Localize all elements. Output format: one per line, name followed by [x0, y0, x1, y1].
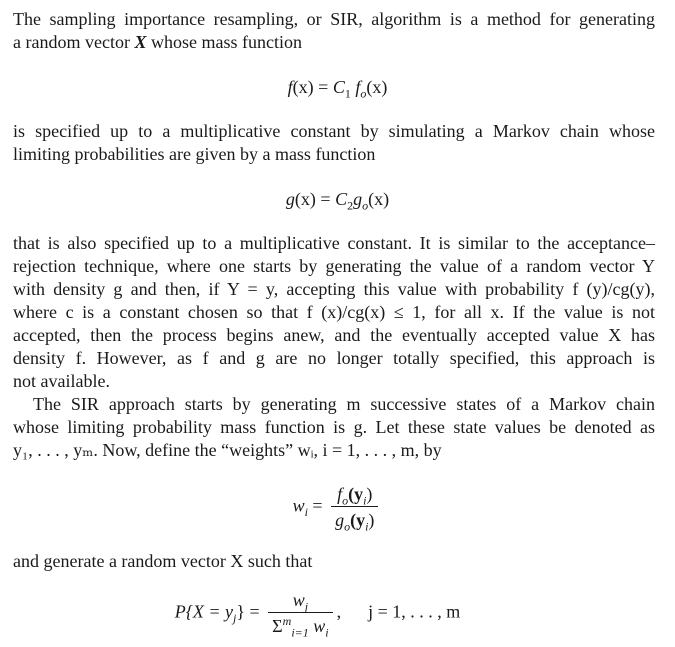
- paragraph-3-line-6: [13, 347, 655, 369]
- eq-sub: i: [325, 625, 329, 640]
- text: The SIR approach starts by generating m successive states of a Markov chain: [33, 394, 655, 414]
- text: is specified up to a multiplicative constant by simulating a Markov chain whose: [13, 121, 655, 141]
- eq-go: g: [335, 510, 345, 530]
- eq-numerator: $f_o(y_i)$: [331, 482, 378, 507]
- eq-sub: 2: [347, 198, 354, 213]
- eq-fo: f: [350, 77, 361, 97]
- eq-fraction: [331, 482, 378, 533]
- eq-equals: =: [313, 77, 333, 97]
- eq-sub: o: [362, 198, 369, 213]
- eq-sub: o: [344, 519, 351, 534]
- eq-denominator: [268, 613, 332, 639]
- eq-arg: (y: [348, 484, 364, 504]
- text: rejection technique, where one starts by generating the value of a random vector Y: [13, 256, 655, 276]
- eq-sub: i: [365, 519, 369, 534]
- eq-go: g: [353, 189, 363, 209]
- text: where c is a constant chosen so that f (x)/cg(x) ≤ 1, for all x. If the value is not: [13, 302, 655, 322]
- paragraph-3-line-3: [13, 278, 655, 300]
- eq-fraction: [268, 588, 332, 639]
- equation-4: [0, 588, 655, 639]
- eq-equals: =: [245, 601, 265, 622]
- eq-f: f: [287, 77, 293, 97]
- eq-c: C: [335, 189, 348, 209]
- paragraph-2-line-1: [13, 120, 655, 142]
- eq-arg: (x): [292, 77, 314, 97]
- eq-sub: j: [233, 611, 237, 626]
- paragraph-2-line-2: [13, 143, 375, 165]
- text: a random vector: [13, 32, 135, 52]
- text: and generate a random vector X such that: [13, 551, 313, 571]
- paragraph-3-line-1: [13, 232, 655, 254]
- eq-w: w: [308, 616, 326, 636]
- eq-sub: o: [360, 86, 367, 101]
- paragraph-4-line-2: [13, 416, 655, 438]
- eq-p: P{X = y: [174, 601, 234, 622]
- paragraph-5-line-1: [13, 550, 312, 572]
- paragraph-3-line-2: [13, 255, 655, 277]
- eq-sub: o: [342, 493, 349, 508]
- eq-equals: =: [307, 495, 328, 516]
- text: density f. However, as f and g are no longer totally specified, this approach is: [13, 348, 655, 368]
- eq-sub: i: [304, 505, 308, 520]
- eq-w: w: [292, 590, 305, 610]
- eq-equals: =: [315, 189, 336, 209]
- eq-c: C: [332, 77, 345, 97]
- text: with density g and then, if Y = y, accepting this value with probability f (y)/cg(y),: [13, 279, 655, 299]
- paragraph-1-line-1: [13, 8, 655, 30]
- eq-arg: (x): [368, 189, 390, 209]
- eq-numerator: [268, 588, 332, 613]
- text: limiting probabilities are given by a mass function: [13, 144, 376, 164]
- eq-sub: i=1: [291, 625, 309, 640]
- eq-sup: m: [282, 614, 292, 628]
- paragraph-4-line-3: [13, 439, 442, 461]
- paragraph-4-line-1: [33, 393, 655, 415]
- eq-arg: (x): [294, 189, 316, 209]
- eq-arg: (x): [366, 77, 388, 97]
- eq-w: w: [292, 495, 305, 516]
- equation-3: [0, 482, 675, 533]
- eq-brace: }: [236, 601, 246, 622]
- text: y₁, . . . , yₘ. Now, define the “weights” wᵢ, i = 1, . . . , m, by: [13, 440, 442, 460]
- paragraph-3-line-4: [13, 301, 655, 323]
- text: that is also specified up to a multiplicative constant. It is similar to the acceptance–: [13, 233, 655, 253]
- equation-1: [0, 75, 675, 99]
- eq-sub: i: [363, 493, 367, 508]
- text: not available.: [13, 371, 110, 391]
- eq-range: , j = 1, . . . , m: [336, 601, 461, 622]
- eq-fo: f: [337, 484, 343, 504]
- eq-sub: 1: [344, 86, 351, 101]
- paragraph-3-line-5: [13, 324, 655, 346]
- var-x: X: [134, 32, 147, 52]
- eq-sub: j: [304, 599, 309, 614]
- text: whose limiting probability mass function is g. Let these state values be denoted as: [13, 417, 655, 437]
- text: whose mass function: [146, 32, 302, 52]
- eq-sum: Σ: [272, 616, 283, 636]
- text: accepted, then the process begins anew, and the eventually accepted value X has: [13, 325, 655, 345]
- paragraph-3-line-7: [13, 370, 110, 392]
- eq-denominator: $g_o(y_i)$: [335, 510, 375, 534]
- paragraph-1-line-2: [13, 31, 302, 53]
- eq-g: g: [285, 189, 295, 209]
- eq-arg: (y: [350, 510, 366, 530]
- equation-2: [0, 187, 675, 211]
- text: The sampling importance resampling, or SIR, algorithm is a method for generating: [13, 9, 655, 29]
